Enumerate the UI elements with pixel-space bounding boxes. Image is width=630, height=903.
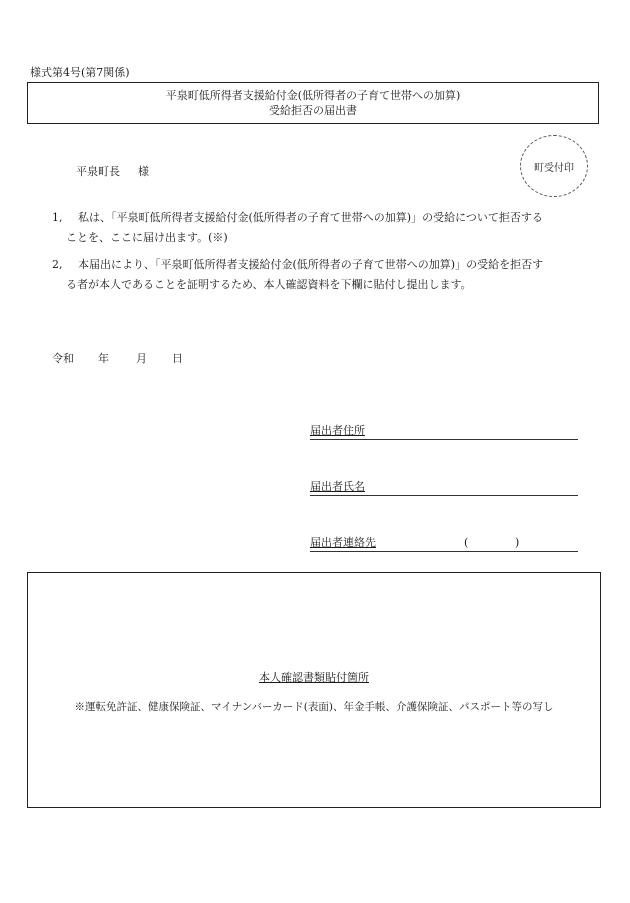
statement-1-line-2: ことを、ここに届け出ます。(※): [66, 231, 228, 244]
statement-1: [52, 208, 543, 248]
contact-paren-open: (: [464, 536, 469, 549]
addressee-name: 平泉町長: [76, 165, 120, 178]
statement-1-number: 1,: [52, 211, 63, 224]
address-label: 届出者住所: [310, 424, 365, 437]
date-era: 令和: [52, 352, 74, 365]
addressee: [76, 163, 149, 179]
contact-paren-close: ): [515, 536, 520, 549]
title-line-1: 平泉町低所得者支援給付金(低所得者の子育て世帯への加算): [165, 89, 461, 102]
date-month: 月: [136, 352, 147, 365]
date-year: 年: [98, 352, 109, 365]
name-label: 届出者氏名: [310, 480, 365, 493]
stamp-label: 町受付印: [534, 162, 574, 174]
address-field[interactable]: [310, 422, 578, 440]
statement-2: [52, 255, 543, 295]
statement-2-line-1: 本届出により、「平泉町低所得者支援給付金(低所得者の子育て世帯への加算)」の受給を拒否す: [78, 258, 544, 271]
name-field[interactable]: [310, 478, 578, 496]
date-line: [52, 350, 183, 366]
id-document-note: ※運転免許証、健康保険証、マイナンバーカード(表面)、年金手帳、介護保険証、パスポート等の写し: [74, 701, 554, 713]
addressee-honorific: 様: [138, 165, 149, 178]
id-document-box: [27, 572, 601, 808]
form-number: 様式第4号(第7関係): [30, 66, 130, 79]
date-day: 日: [172, 352, 183, 365]
statement-2-number: 2,: [52, 258, 63, 271]
id-document-title: 本人確認書類貼付箇所: [259, 671, 369, 684]
contact-field[interactable]: [310, 534, 578, 552]
contact-label: 届出者連絡先: [310, 536, 376, 549]
title-line-2: 受給拒否の届出書: [269, 104, 357, 117]
statement-2-line-2: る者が本人であることを証明するため、本人確認資料を下欄に貼付し提出します。: [66, 278, 472, 291]
reception-stamp-circle: [520, 135, 588, 197]
title-box: [27, 82, 599, 124]
statement-1-line-1: 私は、「平泉町低所得者支援給付金(低所得者の子育て世帯への加算)」の受給について拒否する: [78, 211, 543, 224]
